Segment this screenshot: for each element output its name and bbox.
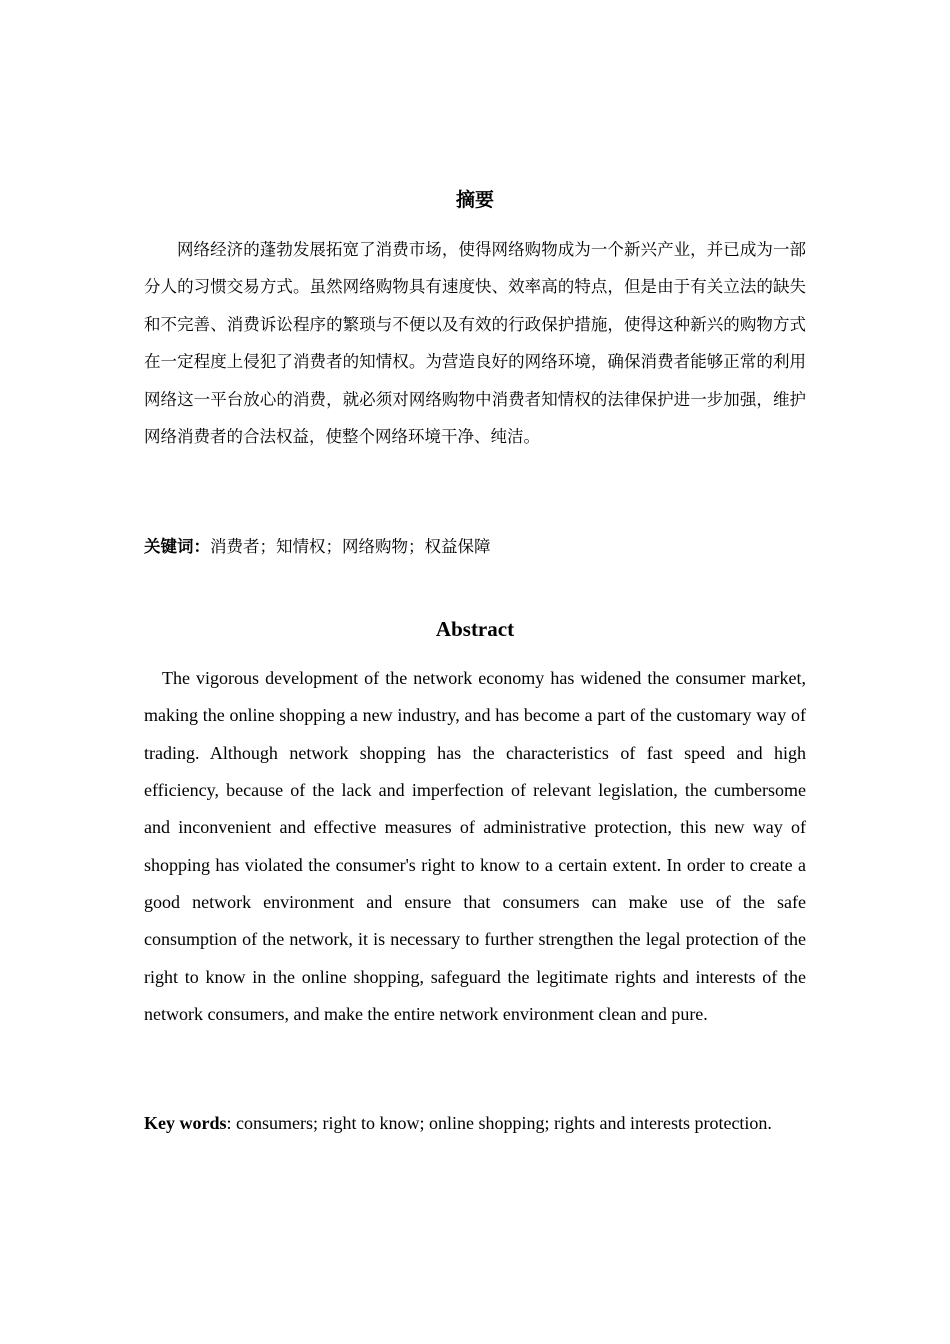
chinese-keywords-label: 关键词： [144,537,210,556]
english-keywords-label: Key words [144,1113,227,1133]
chinese-keywords [144,528,806,565]
english-keywords [144,1105,806,1142]
english-abstract-title: Abstract [435,617,515,641]
chinese-keywords-list: 消费者；知情权；网络购物；权益保障 [210,537,491,556]
english-keywords-list: : consumers; right to know; online shopping; rights and interests protection. [226,1113,772,1133]
chinese-abstract-title: 摘要 [455,189,494,211]
chinese-abstract-body: 网络经济的蓬勃发展拓宽了消费市场，使得网络购物成为一个新兴产业，并已成为一部分人的习惯交易方式。虽然网络购物具有速度快、效率高的特点，但是由于有关立法的缺失和不完善、消费诉讼程序的繁琐与不便以及有效的行政保护措施，使得这种新兴的购物方式在一定程度上侵犯了消费者的知情权。为营造良好的网络环境，确保消费者能够正常的利用网络这一平台放心的消费，就必须对网络购物中消费者知情权的法律保护进一步加强，维护网络消费者的合法权益，使整个网络环境干净、纯洁。 [144,240,806,447]
english-abstract-body: The vigorous development of the network economy has widened the consumer market, making the online shopping a new industry, and has become a part of the customary way of trading. Although network shopping has the characteristics of fast speed and high efficiency, because of the lack and imperfection of relevant legislation, the cumbersome and inconvenient and effective measures of administrative protection, this new way of shopping has violated the consumer's right to know to a certain extent. In order to create a good network environment and ensure that consumers can make use of the safe consumption of the network, it is necessary to further strengthen the legal protection of the right to know in the online shopping, safeguard the legitimate rights and interests of the network consumers, and make the entire network environment clean and pure. [144,668,806,1025]
